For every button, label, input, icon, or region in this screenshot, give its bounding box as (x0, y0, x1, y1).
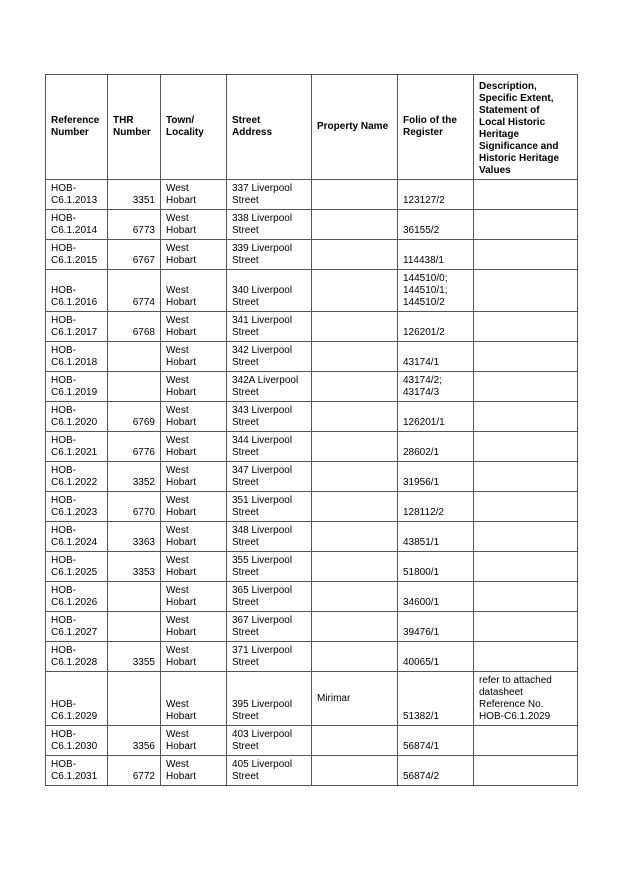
header-street-address: Street Address (227, 75, 312, 180)
cell-reference-number: HOB- C6.1.2014 (46, 210, 108, 240)
cell-town-locality: West Hobart (161, 432, 227, 462)
cell-street-address: 395 Liverpool Street (227, 672, 312, 726)
cell-property-name (312, 372, 398, 402)
cell-property-name (312, 582, 398, 612)
header-row (46, 75, 578, 180)
cell-thr-number: 3363 (108, 522, 161, 552)
cell-thr-number: 6770 (108, 492, 161, 522)
cell-street-address: 343 Liverpool Street (227, 402, 312, 432)
cell-folio: 126201/2 (398, 312, 474, 342)
cell-folio: 51382/1 (398, 672, 474, 726)
cell-thr-number: 3351 (108, 180, 161, 210)
cell-street-address: 344 Liverpool Street (227, 432, 312, 462)
cell-folio: 51800/1 (398, 552, 474, 582)
cell-description (474, 726, 578, 756)
cell-description (474, 522, 578, 552)
cell-description (474, 582, 578, 612)
cell-reference-number: HOB- C6.1.2019 (46, 372, 108, 402)
cell-folio: 40065/1 (398, 642, 474, 672)
cell-street-address: 340 Liverpool Street (227, 270, 312, 312)
cell-description (474, 240, 578, 270)
table-row (46, 312, 578, 342)
table-row (46, 492, 578, 522)
table-row (46, 726, 578, 756)
cell-folio: 39476/1 (398, 612, 474, 642)
cell-reference-number: HOB- C6.1.2016 (46, 270, 108, 312)
cell-town-locality: West Hobart (161, 612, 227, 642)
table-row (46, 756, 578, 786)
cell-description (474, 492, 578, 522)
cell-property-name (312, 552, 398, 582)
cell-reference-number: HOB- C6.1.2026 (46, 582, 108, 612)
cell-property-name (312, 612, 398, 642)
cell-folio: 123127/2 (398, 180, 474, 210)
cell-thr-number: 6774 (108, 270, 161, 312)
cell-description (474, 612, 578, 642)
cell-reference-number: HOB- C6.1.2018 (46, 342, 108, 372)
cell-property-name (312, 240, 398, 270)
cell-street-address: 365 Liverpool Street (227, 582, 312, 612)
cell-street-address: 355 Liverpool Street (227, 552, 312, 582)
cell-street-address: 351 Liverpool Street (227, 492, 312, 522)
cell-property-name (312, 642, 398, 672)
cell-property-name (312, 312, 398, 342)
cell-reference-number: HOB- C6.1.2021 (46, 432, 108, 462)
cell-property-name (312, 270, 398, 312)
cell-folio: 36155/2 (398, 210, 474, 240)
cell-thr-number (108, 342, 161, 372)
header-town-locality: Town/ Locality (161, 75, 227, 180)
cell-town-locality: West Hobart (161, 726, 227, 756)
cell-town-locality: West Hobart (161, 180, 227, 210)
cell-folio: 28602/1 (398, 432, 474, 462)
cell-town-locality: West Hobart (161, 270, 227, 312)
cell-street-address: 341 Liverpool Street (227, 312, 312, 342)
cell-reference-number: HOB- C6.1.2013 (46, 180, 108, 210)
cell-street-address: 337 Liverpool Street (227, 180, 312, 210)
cell-reference-number: HOB- C6.1.2025 (46, 552, 108, 582)
cell-folio: 144510/0; 144510/1; 144510/2 (398, 270, 474, 312)
cell-property-name (312, 432, 398, 462)
heritage-register-table (45, 74, 578, 786)
header-reference-number: Reference Number (46, 75, 108, 180)
cell-town-locality: West Hobart (161, 402, 227, 432)
cell-folio: 56874/1 (398, 726, 474, 756)
cell-thr-number: 3355 (108, 642, 161, 672)
cell-reference-number: HOB- C6.1.2024 (46, 522, 108, 552)
header-description: Description, Specific Extent, Statement of Local Historic Heritage Significance and Historic Heritage Values (474, 75, 578, 180)
cell-town-locality: West Hobart (161, 756, 227, 786)
cell-folio: 43851/1 (398, 522, 474, 552)
cell-thr-number (108, 612, 161, 642)
cell-thr-number: 6768 (108, 312, 161, 342)
cell-property-name (312, 180, 398, 210)
cell-description (474, 402, 578, 432)
cell-reference-number: HOB- C6.1.2023 (46, 492, 108, 522)
cell-thr-number: 3356 (108, 726, 161, 756)
cell-property-name (312, 492, 398, 522)
cell-description (474, 372, 578, 402)
header-property-name: Property Name (312, 75, 398, 180)
cell-description (474, 756, 578, 786)
cell-street-address: 347 Liverpool Street (227, 462, 312, 492)
cell-property-name (312, 522, 398, 552)
cell-reference-number: HOB- C6.1.2031 (46, 756, 108, 786)
cell-street-address: 342A Liverpool Street (227, 372, 312, 402)
cell-street-address: 403 Liverpool Street (227, 726, 312, 756)
cell-description (474, 642, 578, 672)
cell-folio: 126201/1 (398, 402, 474, 432)
cell-folio: 114438/1 (398, 240, 474, 270)
cell-thr-number: 3352 (108, 462, 161, 492)
cell-description (474, 552, 578, 582)
cell-folio: 31956/1 (398, 462, 474, 492)
cell-reference-number: HOB- C6.1.2020 (46, 402, 108, 432)
cell-town-locality: West Hobart (161, 522, 227, 552)
cell-description (474, 270, 578, 312)
table-row (46, 642, 578, 672)
cell-thr-number: 6769 (108, 402, 161, 432)
cell-town-locality: West Hobart (161, 372, 227, 402)
cell-thr-number: 6772 (108, 756, 161, 786)
table-row (46, 372, 578, 402)
cell-description (474, 462, 578, 492)
table-row (46, 612, 578, 642)
cell-thr-number: 6776 (108, 432, 161, 462)
table-row (46, 522, 578, 552)
cell-description (474, 432, 578, 462)
table-row (46, 402, 578, 432)
cell-description: refer to attached datasheet Reference No. HOB-C6.1.2029 (474, 672, 578, 726)
cell-property-name (312, 726, 398, 756)
table-row (46, 672, 578, 726)
cell-thr-number: 6773 (108, 210, 161, 240)
cell-street-address: 405 Liverpool Street (227, 756, 312, 786)
cell-description (474, 312, 578, 342)
cell-property-name (312, 342, 398, 372)
cell-street-address: 348 Liverpool Street (227, 522, 312, 552)
cell-town-locality: West Hobart (161, 210, 227, 240)
cell-street-address: 371 Liverpool Street (227, 642, 312, 672)
cell-town-locality: West Hobart (161, 240, 227, 270)
table-row (46, 240, 578, 270)
cell-description (474, 342, 578, 372)
cell-street-address: 338 Liverpool Street (227, 210, 312, 240)
header-folio: Folio of the Register (398, 75, 474, 180)
table-row (46, 432, 578, 462)
cell-town-locality: West Hobart (161, 552, 227, 582)
cell-street-address: 367 Liverpool Street (227, 612, 312, 642)
cell-thr-number (108, 582, 161, 612)
cell-reference-number: HOB- C6.1.2015 (46, 240, 108, 270)
cell-reference-number: HOB- C6.1.2027 (46, 612, 108, 642)
cell-town-locality: West Hobart (161, 312, 227, 342)
cell-property-name: Mirimar (312, 672, 398, 726)
cell-thr-number: 3353 (108, 552, 161, 582)
cell-thr-number: 6767 (108, 240, 161, 270)
cell-folio: 34600/1 (398, 582, 474, 612)
cell-town-locality: West Hobart (161, 642, 227, 672)
cell-property-name (312, 756, 398, 786)
cell-town-locality: West Hobart (161, 462, 227, 492)
cell-street-address: 342 Liverpool Street (227, 342, 312, 372)
cell-folio: 56874/2 (398, 756, 474, 786)
cell-town-locality: West Hobart (161, 582, 227, 612)
header-thr-number: THR Number (108, 75, 161, 180)
cell-reference-number: HOB- C6.1.2028 (46, 642, 108, 672)
cell-thr-number (108, 372, 161, 402)
cell-folio: 43174/1 (398, 342, 474, 372)
table-row (46, 582, 578, 612)
cell-reference-number: HOB- C6.1.2022 (46, 462, 108, 492)
table-row (46, 270, 578, 312)
cell-folio: 128112/2 (398, 492, 474, 522)
table-row (46, 462, 578, 492)
cell-reference-number: HOB- C6.1.2017 (46, 312, 108, 342)
cell-property-name (312, 462, 398, 492)
cell-street-address: 339 Liverpool Street (227, 240, 312, 270)
cell-description (474, 180, 578, 210)
cell-property-name (312, 402, 398, 432)
cell-folio: 43174/2; 43174/3 (398, 372, 474, 402)
cell-reference-number: HOB- C6.1.2030 (46, 726, 108, 756)
cell-town-locality: West Hobart (161, 492, 227, 522)
cell-town-locality: West Hobart (161, 342, 227, 372)
table-row (46, 180, 578, 210)
cell-property-name (312, 210, 398, 240)
table-row (46, 210, 578, 240)
table-row (46, 342, 578, 372)
cell-town-locality: West Hobart (161, 672, 227, 726)
cell-description (474, 210, 578, 240)
cell-reference-number: HOB- C6.1.2029 (46, 672, 108, 726)
table-row (46, 552, 578, 582)
cell-thr-number (108, 672, 161, 726)
